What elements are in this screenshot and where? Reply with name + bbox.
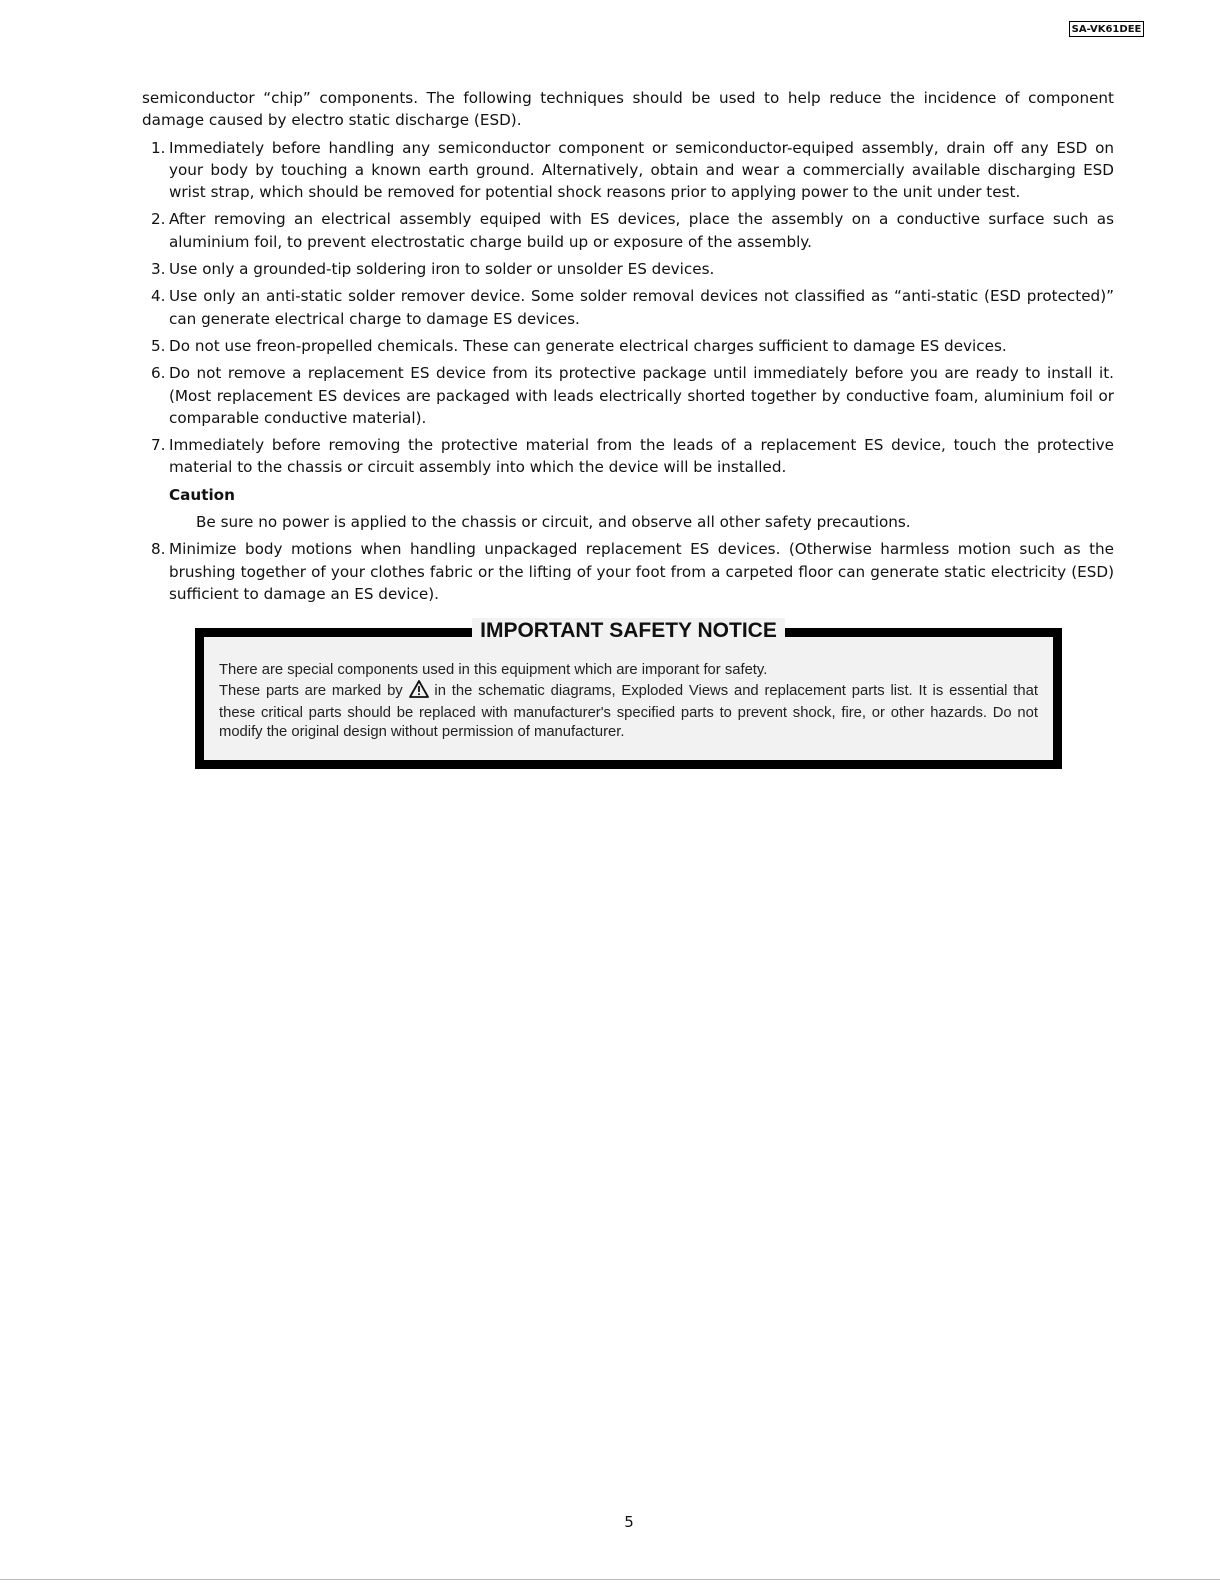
warning-triangle-icon <box>409 680 429 704</box>
list-item: 2. After removing an electrical assembly equiped with ES devices, place the assembly on a conductive surface such as aluminium foil, to prevent electrostatic charge build up or exposure of the assembly. <box>151 210 1114 251</box>
list-item: 1. Immediately before handling any semiconductor component or semiconductor-equiped assembly, drain off any ESD on your body by touching a known earth ground. Alternatively, obtain and wear a commercially available discharging ESD wrist strap, which should be removed for potential shock reasons prior to applying power to the unit under test. <box>151 138 1114 202</box>
bottom-rule <box>0 1579 1220 1580</box>
list-item: 6. Do not remove a replacement ES device from its protective package until immediately before you are ready to install it. (Most replacement ES devices are packaged with leads electrically shorted together by conductive foam, aluminium foil or comparable conductive material). <box>151 364 1114 427</box>
safety-notice-paragraph: These parts are marked by in the schematic diagrams, Exploded Views and replacement parts list. It is essential that these critical parts should be replaced with manufacturer's specified parts to prevent shock, fire, or other hazards. Do not modify the original design without permission of manufacturer. <box>219 680 1038 742</box>
page-number: 5 <box>624 1513 634 1531</box>
esd-steps-list-continued <box>142 538 1114 605</box>
caution-text: Be sure no power is applied to the chassis or circuit, and observe all other safety precautions. <box>196 513 911 532</box>
intro-paragraph: semiconductor “chip” components. The following techniques should be used to help reduce the incidence of component damage caused by electro static discharge (ESD). <box>142 89 1114 130</box>
model-tag: SA-VK61DEE <box>1069 21 1144 37</box>
safety-notice-body <box>219 661 1038 742</box>
list-item: 8. Minimize body motions when handling unpackaged replacement ES devices. (Otherwise harmless motion such as the brushing together of your clothes fabric or the lifting of your foot from a carpeted floor can generate static electricity (ESD) sufficient to damage an ES device). <box>151 540 1114 603</box>
list-item: 4. Use only an anti-static solder remover device. Some solder removal devices not classified as “anti-static (ESD protected)” can generate electrical charge to damage ES devices. <box>151 287 1114 328</box>
safety-notice-line: There are special components used in this equipment which are imporant for safety. <box>219 662 768 678</box>
safety-notice-title: IMPORTANT SAFETY NOTICE <box>472 618 785 644</box>
list-item: 3. Use only a grounded-tip soldering iron to solder or unsolder ES devices. <box>151 260 715 279</box>
caution-title: Caution <box>169 485 235 504</box>
list-item: 7. Immediately before removing the protective material from the leads of a replacement ES device, touch the protective material to the chassis or circuit assembly into which the device will be installed. <box>151 436 1114 477</box>
list-item: 5. Do not use freon-propelled chemicals. These can generate electrical charges sufficient to damage ES devices. <box>151 336 1007 355</box>
esd-steps-list <box>142 137 1114 479</box>
safety-notice-box <box>195 619 1062 769</box>
document-body <box>142 87 1114 610</box>
